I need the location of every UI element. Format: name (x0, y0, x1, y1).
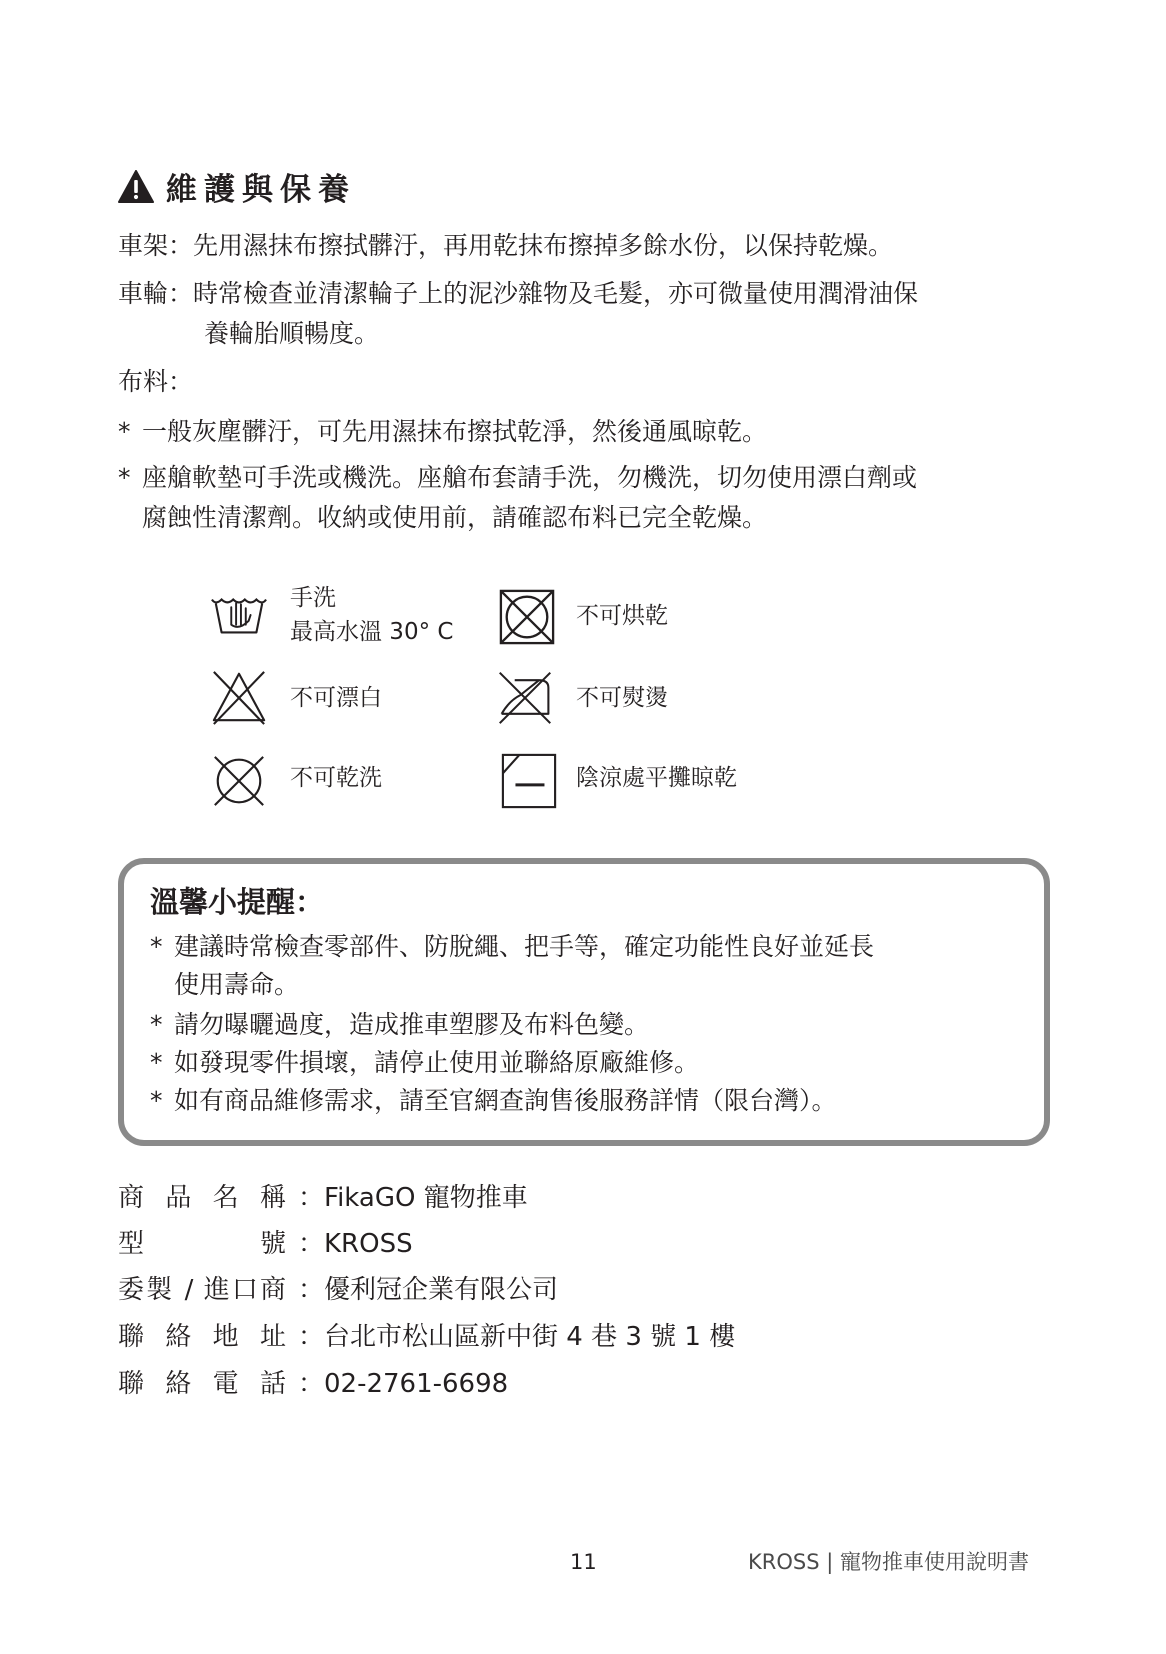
bullet-marker: * (118, 463, 131, 492)
care-label: 陰涼處平攤晾乾 (576, 765, 737, 791)
spec-value: FikaGO 寵物推車 (324, 1183, 528, 1213)
spec-value: 台北市松山區新中街 4 巷 3 號 1 樓 (324, 1322, 736, 1352)
hand-wash-icon (210, 586, 268, 644)
care-label: 不可烘乾 (576, 603, 668, 629)
bullet-marker: * (150, 1010, 163, 1039)
no-tumble-dry-icon (498, 588, 556, 646)
tip-text-continued: 使用壽命。 (174, 970, 300, 999)
care-label: 不可熨燙 (576, 685, 668, 711)
tip-item (150, 1082, 837, 1120)
spec-colon: ： (298, 1183, 325, 1213)
wheels-label: 車輪： (118, 279, 194, 308)
spec-row (118, 1270, 558, 1310)
spec-key: 型號 (118, 1229, 286, 1259)
spec-value: 02-2761-6698 (324, 1369, 509, 1399)
spec-value: KROSS (324, 1229, 413, 1259)
no-iron-icon (496, 668, 554, 726)
care-label: 手洗 (290, 585, 336, 611)
spec-key: 聯絡地址 (118, 1322, 286, 1352)
fabric-item (118, 458, 917, 498)
tip-text: 請勿曝曬過度，造成推車塑膠及布料色變。 (174, 1010, 650, 1039)
tips-title: 溫馨小提醒： (150, 885, 325, 919)
spec-key: 商品名稱 (118, 1183, 286, 1213)
tip-text: 如有商品維修需求，請至官網查詢售後服務詳情（限台灣）。 (174, 1086, 837, 1115)
tip-item (150, 1006, 649, 1044)
spec-row (118, 1178, 528, 1218)
document-title: KROSS | 寵物推車使用說明書 (748, 1550, 1029, 1574)
bullet-marker: * (150, 932, 163, 961)
section-heading (118, 166, 356, 206)
fabric-item-text: 座艙軟墊可手洗或機洗。座艙布套請手洗，勿機洗，切勿使用漂白劑或 (142, 463, 918, 492)
section-title: 維護與保養 (166, 171, 356, 208)
fabric-item-text: 一般灰塵髒汙，可先用濕抹布擦拭乾淨，然後通風晾乾。 (142, 417, 768, 446)
spec-colon: ： (298, 1322, 325, 1352)
tip-item (150, 1044, 699, 1082)
bullet-marker: * (118, 417, 131, 446)
fabric-item-text-continued: 腐蝕性清潔劑。收納或使用前，請確認布料已完全乾燥。 (142, 503, 768, 532)
spec-colon: ： (298, 1275, 325, 1305)
spec-colon: ： (298, 1229, 325, 1259)
fabric-label: 布料： (118, 367, 194, 396)
spec-key: 委製 / 進口商 (118, 1275, 286, 1305)
spec-key: 聯絡電話 (118, 1369, 286, 1399)
bullet-marker: * (150, 1086, 163, 1115)
spec-row (118, 1224, 413, 1264)
no-bleach-icon (210, 668, 268, 726)
tip-item (150, 928, 874, 966)
spec-row (118, 1364, 508, 1404)
spec-value: 優利冠企業有限公司 (324, 1275, 559, 1305)
care-label: 最高水溫 30° C (290, 619, 454, 645)
dry-flat-in-shade-icon (500, 752, 558, 810)
tip-text: 建議時常檢查零部件、防脫繩、把手等，確定功能性良好並延長 (174, 932, 875, 961)
frame-label: 車架： (118, 231, 194, 260)
wheels-text-continued: 養輪胎順暢度。 (204, 319, 380, 348)
wheels-line (118, 274, 918, 314)
care-label: 不可漂白 (290, 685, 382, 711)
care-label: 不可乾洗 (290, 765, 382, 791)
spec-colon: ： (298, 1369, 325, 1399)
frame-line (118, 226, 893, 266)
bullet-marker: * (150, 1048, 163, 1077)
page-number: 11 (570, 1550, 597, 1574)
warning-icon (118, 170, 154, 203)
spec-row (118, 1317, 735, 1357)
tip-text: 如發現零件損壞，請停止使用並聯絡原廠維修。 (174, 1048, 700, 1077)
frame-text: 先用濕抹布擦拭髒汙，再用乾抹布擦掉多餘水份，以保持乾燥。 (193, 231, 894, 260)
fabric-item (118, 412, 767, 452)
wheels-text: 時常檢查並清潔輪子上的泥沙雜物及毛髮，亦可微量使用潤滑油保 (193, 279, 919, 308)
no-dry-clean-icon (210, 752, 268, 810)
